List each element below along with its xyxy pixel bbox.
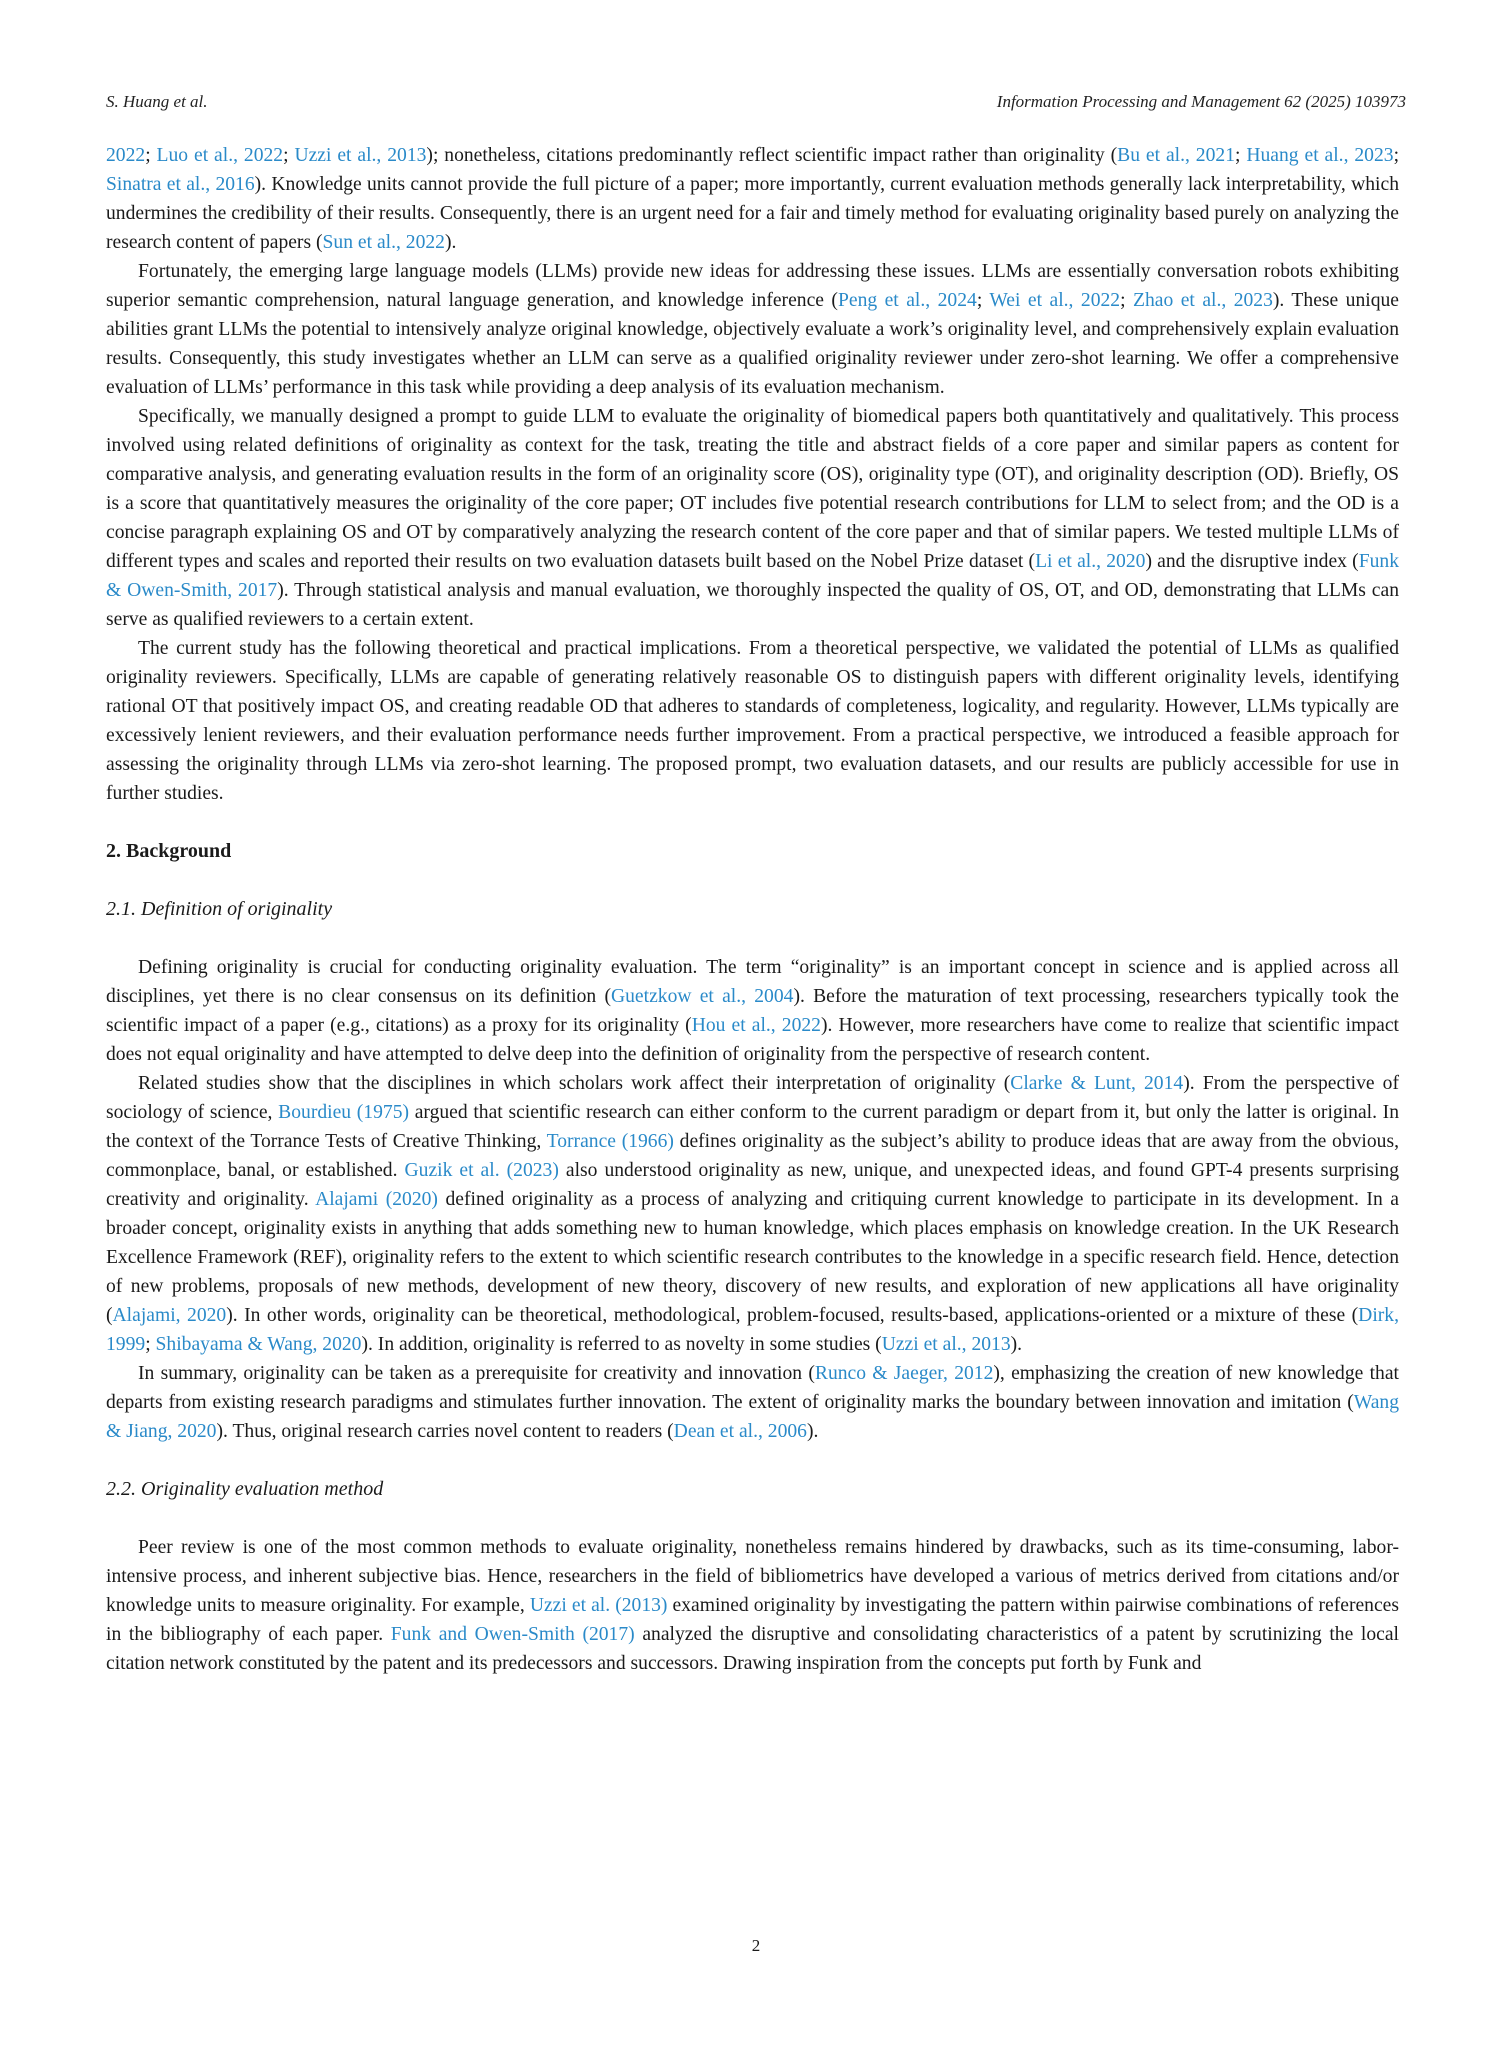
- citation-link[interactable]: Uzzi et al. (2013): [529, 1595, 668, 1616]
- paragraph-text: Specifically, we manually designed a prompt to guide LLM to evaluate the originality of biomedical papers both quantitatively and qualitatively. This process involved using related definitions of originality as context for the task, treating the title and abstract fields of a core paper and similar papers as content for comparative analysis, and generating evaluation results in the form of an originality score (OS), originality type (OT), and originality description (OD). Briefly, OS is a score that quantitatively measures the originality of the core paper; OT includes five potential research contributions for LLM to select from; and the OD is a concise paragraph explaining OS and OT by comparatively analyzing the research content of the core paper and that of similar papers. We tested multiple LLMs of different types and scales and reported their results on two evaluation datasets built based on the Nobel Prize dataset (: [106, 406, 1399, 572]
- paragraph-text: The current study has the following theoretical and practical implications. From a theoretical perspective, we validated the potential of LLMs as qualified originality reviewers. Specifically, LLMs are capable of generating relatively reasonable OS to distinguish papers with different originality levels, identifying rational OT that positively impact OS, and creating readable OD that adheres to standards of completeness, logicality, and regularity. However, LLMs typically are excessively lenient reviewers, and their evaluation performance needs further improvement. From a practical perspective, we introduced a feasible approach for assessing the originality through LLMs via zero-shot learning. The proposed prompt, two evaluation datasets, and our results are publicly accessible for use in further studies.: [106, 638, 1399, 804]
- paragraph-text: Defining originality is crucial for conducting originality evaluation. The term “originality” is an important concept in science and is applied across all disciplines, yet there is no clear consensus on its definition (: [106, 957, 1399, 1007]
- citation-link[interactable]: Dean et al., 2006: [673, 1421, 807, 1442]
- paragraph: [106, 1359, 1399, 1446]
- citation-link[interactable]: Torrance (1966): [546, 1131, 674, 1152]
- paragraph: [106, 1069, 1399, 1359]
- paragraph-text: ;: [976, 290, 990, 311]
- citation-link[interactable]: Wang & Jiang, 2020: [106, 1392, 1399, 1442]
- section-heading: 2. Background: [106, 840, 232, 862]
- citation-link[interactable]: Alajami (2020): [315, 1189, 438, 1210]
- citation-link[interactable]: Clarke & Lunt, 2014: [1010, 1073, 1184, 1094]
- paragraph-text: analyzed the disruptive and consolidating characteristics of a patent by scrutinizing the local citation network constituted by the patent and its predecessors and successors. Drawing inspiration from the concepts put forth by Funk and: [106, 1624, 1400, 1674]
- paragraph-text: ;: [283, 145, 295, 166]
- citation-link[interactable]: Sun et al., 2022: [322, 232, 445, 253]
- citation-link[interactable]: Runco & Jaeger, 2012: [814, 1363, 994, 1384]
- paragraph-text: ;: [1235, 145, 1247, 166]
- paragraph: [106, 257, 1399, 402]
- paragraph: [106, 402, 1399, 634]
- paragraph: [106, 141, 1399, 257]
- citation-link[interactable]: 2022: [106, 145, 146, 166]
- paragraph-text: Related studies show that the disciplines in which scholars work affect their interpretation of originality (: [138, 1073, 1011, 1094]
- paragraph-text: Peer review is one of the most common methods to evaluate originality, nonetheless remains hindered by drawbacks, such as its time-consuming, labor-intensive process, and inherent subjective bias. Hence, researchers in the field of bibliometrics have developed a various of metrics derived from citations and/or knowledge units to measure originality. For example,: [106, 1537, 1399, 1616]
- citation-link[interactable]: Hou et al., 2022: [691, 1015, 821, 1036]
- paragraph-text: ). Thus, original research carries novel content to readers (: [216, 1421, 674, 1442]
- paragraph-text: ;: [145, 145, 157, 166]
- running-head-journal: Information Processing and Management 62 (2025) 103973: [996, 92, 1406, 111]
- paragraph-text: ). From the perspective of sociology of science,: [106, 1073, 1400, 1123]
- citation-link[interactable]: Uzzi et al., 2013: [294, 145, 427, 166]
- paragraph-text: also understood originality as new, unique, and unexpected ideas, and found GPT-4 presents surprising creativity and originality.: [106, 1160, 1399, 1210]
- citation-link[interactable]: Huang et al., 2023: [1246, 145, 1394, 166]
- paragraph-text: defines originality as the subject’s ability to produce ideas that are away from the obvious, commonplace, banal, or established.: [106, 1131, 1399, 1181]
- paragraph-text: examined originality by investigating the pattern within pairwise combinations of references in the bibliography of each paper.: [106, 1595, 1399, 1645]
- citation-link[interactable]: Guetzkow et al., 2004: [610, 986, 794, 1007]
- subsection-heading: 2.2. Originality evaluation method: [106, 1478, 384, 1500]
- citation-link[interactable]: Zhao et al., 2023: [1133, 290, 1273, 311]
- paragraph-text: ;: [1120, 290, 1133, 311]
- citation-link[interactable]: Bu et al., 2021: [1117, 145, 1235, 166]
- paragraph: [106, 1533, 1399, 1678]
- paragraph-text: ). Before the maturation of text processing, researchers typically took the scientific impact of a paper (e.g., citations) as a proxy for its originality (: [106, 986, 1400, 1036]
- citation-link[interactable]: Guzik et al. (2023): [404, 1160, 559, 1181]
- citation-link[interactable]: Uzzi et al., 2013: [881, 1334, 1011, 1355]
- citation-link[interactable]: Sinatra et al., 2016: [106, 174, 255, 195]
- citation-link[interactable]: Luo et al., 2022: [156, 145, 284, 166]
- paragraph-text: ;: [145, 1334, 156, 1355]
- citation-link[interactable]: Wei et al., 2022: [989, 290, 1121, 311]
- paragraph-text: ). However, more researchers have come to realize that scientific impact does not equal originality and have attempted to delve deep into the definition of originality from the perspective of research content.: [106, 1015, 1399, 1065]
- paragraph: [106, 634, 1399, 808]
- paragraph-text: ). In addition, originality is referred to as novelty in some studies (: [361, 1334, 882, 1355]
- paragraph-text: ). These unique abilities grant LLMs the potential to intensively analyze original knowledge, objectively evaluate a work’s originality level, and comprehensively explain evaluation results. Consequently, this study investigates whether an LLM can serve as a qualified originality reviewer under zero-shot learning. We offer a comprehensive evaluation of LLMs’ performance in this task while providing a deep analysis of its evaluation mechanism.: [106, 290, 1400, 398]
- paragraph-text: ); nonetheless, citations predominantly reflect scientific impact rather than originality (: [426, 145, 1118, 166]
- paragraph-text: ;: [1393, 145, 1400, 166]
- paragraph-text: ).: [1010, 1334, 1023, 1355]
- subsection-heading: 2.1. Definition of originality: [106, 898, 333, 920]
- paragraph-text: ), emphasizing the creation of new knowledge that departs from existing research paradigms and stimulates further innovation. The extent of originality marks the boundary between innovation and imitation (: [106, 1363, 1399, 1413]
- paragraph-text: defined originality as a process of analyzing and critiquing current knowledge to participate in its development. In a broader concept, originality exists in anything that adds something new to human knowledge, which places emphasis on knowledge creation. In the UK Research Excellence Framework (REF), originality refers to the extent to which scientific research contributes to the knowledge in a specific research field. Hence, detection of new problems, proposals of new methods, development of new theory, discovery of new results, and exploration of new applications all have originality (: [106, 1189, 1399, 1326]
- citation-link[interactable]: Funk and Owen-Smith (2017): [390, 1624, 635, 1645]
- paragraph-text: ).: [806, 1421, 819, 1442]
- citation-link[interactable]: Li et al., 2020: [1035, 551, 1146, 572]
- paragraph: [106, 953, 1399, 1069]
- article-body: [106, 141, 1399, 1678]
- paragraph-text: argued that scientific research can either conform to the current paradigm or depart from it, but only the latter is original. In the context of the Torrance Tests of Creative Thinking,: [106, 1102, 1399, 1152]
- citation-link[interactable]: Peng et al., 2024: [837, 290, 977, 311]
- citation-link[interactable]: Dirk, 1999: [106, 1305, 1399, 1355]
- paragraph-text: ). In other words, originality can be theoretical, methodological, problem-focused, results-based, applications-oriented or a mixture of these (: [226, 1305, 1359, 1326]
- paragraph-text: ). Through statistical analysis and manual evaluation, we thoroughly inspected the quality of OS, OT, and OD, demonstrating that LLMs can serve as qualified reviewers to a certain extent.: [106, 580, 1399, 630]
- paragraph-text: ) and the disruptive index (: [1145, 551, 1359, 572]
- paragraph-text: Fortunately, the emerging large language models (LLMs) provide new ideas for addressing these issues. LLMs are essentially conversation robots exhibiting superior semantic comprehension, natural language generation, and knowledge inference (: [106, 261, 1399, 311]
- citation-link[interactable]: Funk & Owen-Smith, 2017: [106, 551, 1400, 601]
- paragraph-text: ). Knowledge units cannot provide the full picture of a paper; more importantly, current evaluation methods generally lack interpretability, which undermines the credibility of their results. Consequently, there is an urgent need for a fair and timely method for evaluating originality based purely on analyzing the research content of papers (: [106, 174, 1399, 253]
- paragraph-text: In summary, originality can be taken as a prerequisite for creativity and innovation (: [138, 1363, 815, 1384]
- running-head: [106, 92, 1406, 116]
- page-number: 2: [751, 1936, 761, 1955]
- citation-link[interactable]: Alajami, 2020: [112, 1305, 227, 1326]
- paragraph-text: ).: [444, 232, 457, 253]
- running-head-authors: S. Huang et al.: [106, 92, 208, 111]
- citation-link[interactable]: Shibayama & Wang, 2020: [155, 1334, 362, 1355]
- citation-link[interactable]: Bourdieu (1975): [278, 1102, 410, 1123]
